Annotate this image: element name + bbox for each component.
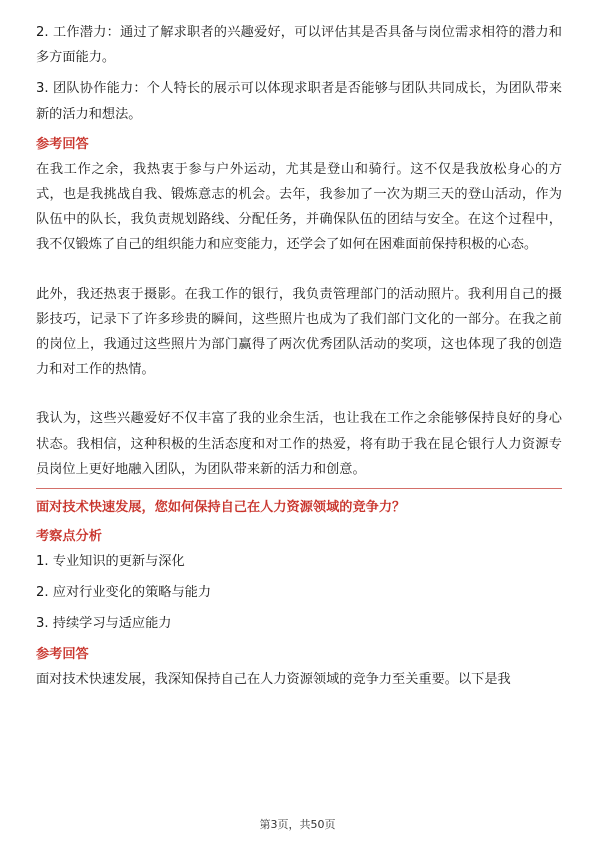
answer-paragraph-3: 我认为，这些兴趣爱好不仅丰富了我的业余生活，也让我在工作之余能够保持良好的身心状态。我相信，这种积极的生活态度和对工作的热爱，将有助于我在昆仑银行人力资源专员岗位上更好地融入团队，为团队带来新的活力和创意。: [36, 411, 562, 477]
question-heading: 面对技术快速发展，您如何保持自己在人力资源领域的竞争力？: [36, 500, 406, 516]
answer-paragraph-1: 在我工作之余，我热衷于参与户外运动，尤其是登山和骑行。这不仅是我放松身心的方式，也是我挑战自我、锻炼意志的机会。去年，我参加了一次为期三天的登山活动，作为队伍中的队长，我负责规划路线、分配任务，并确保队伍的团结与安全。在这个过程中，我不仅锻炼了自己的组织能力和应变能力，还学会了如何在困难面前保持积极的心态。: [36, 161, 562, 253]
analysis-label: 考察点分析: [36, 529, 102, 545]
paragraph-gap: [36, 382, 562, 406]
page-content: [36, 20, 562, 692]
answer-paragraph-2: 此外，我还热衷于摄影。在我工作的银行，我负责管理部门的活动照片。我利用自己的摄影技巧，记录下了许多珍贵的瞬间，这些照片也成为了我们部门文化的一部分。在我之前的岗位上，我通过这些照片为部门赢得了两次优秀团队活动的奖项，这也体现了我的创造力和对工作的热情。: [36, 286, 562, 378]
section-divider: [36, 488, 562, 489]
analysis-item-3: 3. 持续学习与适应能力: [36, 616, 172, 632]
intro-item-3: 3. 团队协作能力：个人特长的展示可以体现求职者是否能够与团队共同成长，为团队带来新的活力和想法。: [36, 81, 562, 122]
reference-answer-label: 参考回答: [36, 136, 89, 152]
paragraph-gap: [36, 258, 562, 282]
intro-item-2: 2. 工作潜力：通过了解求职者的兴趣爱好，可以评估其是否具备与岗位需求相符的潜力和多方面能力。: [36, 25, 562, 66]
page-number: 第3页，共50页: [259, 818, 336, 831]
answer-text-2: 面对技术快速发展，我深知保持自己在人力资源领域的竞争力至关重要。以下是我: [36, 671, 511, 687]
analysis-item-2: 2. 应对行业变化的策略与能力: [36, 585, 212, 601]
analysis-item-1: 1. 专业知识的更新与深化: [36, 554, 185, 570]
reference-answer-label-2: 参考回答: [36, 646, 89, 662]
